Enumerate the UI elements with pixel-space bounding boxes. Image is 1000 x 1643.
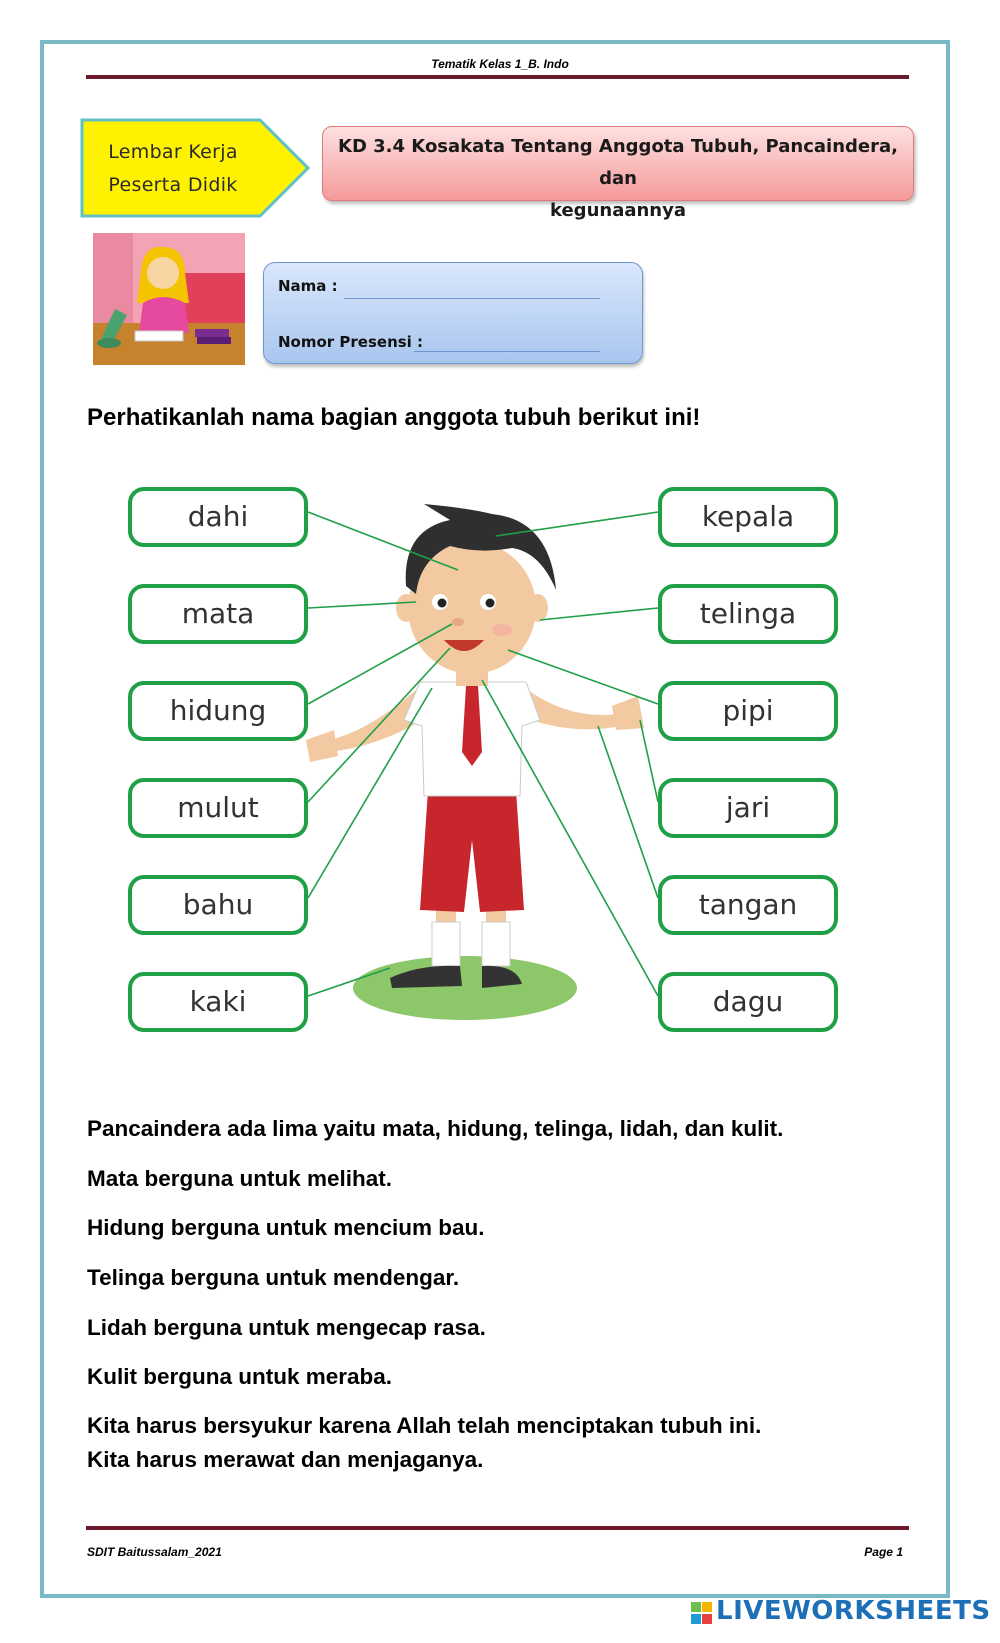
kd-title-line-2: kegunaannya <box>549 200 686 221</box>
label-mulut[interactable]: mulut <box>128 778 308 838</box>
label-mata[interactable]: mata <box>128 584 308 644</box>
badge-line-2: Peserta Didik <box>108 174 238 196</box>
label-kepala[interactable]: kepala <box>658 487 838 547</box>
page-header-title: Tematik Kelas 1_B. Indo <box>431 57 569 71</box>
paragraph-lidah: Lidah berguna untuk mengecap rasa. <box>87 1315 486 1340</box>
worksheet-badge <box>80 118 312 218</box>
header-rule <box>86 75 909 79</box>
badge-line-1: Lembar Kerja <box>108 141 238 163</box>
name-label: Nama : <box>278 277 338 295</box>
paragraph-telinga: Telinga berguna untuk mendengar. <box>87 1265 460 1290</box>
kd-title-line-1: KD 3.4 Kosakata Tentang Anggota Tubuh, Pancaindera, dan <box>338 136 898 189</box>
paragraph-bersyukur: Kita harus bersyukur karena Allah telah menciptakan tubuh ini. <box>87 1413 762 1438</box>
student-info-box <box>263 262 643 364</box>
body-parts-diagram <box>120 490 880 1080</box>
paragraph-hidung: Hidung berguna untuk mencium bau. <box>87 1215 485 1240</box>
footer-school: SDIT Baitussalam_2021 <box>87 1545 222 1559</box>
label-bahu[interactable]: bahu <box>128 875 308 935</box>
label-telinga[interactable]: telinga <box>658 584 838 644</box>
paragraph-mata: Mata berguna untuk melihat. <box>87 1166 393 1191</box>
label-hidung[interactable]: hidung <box>128 681 308 741</box>
label-dahi[interactable]: dahi <box>128 487 308 547</box>
footer-rule <box>86 1526 909 1530</box>
instruction-text: Perhatikanlah nama bagian anggota tubuh berikut ini! <box>87 404 701 431</box>
liveworksheets-logo-icon <box>691 1596 713 1630</box>
label-dagu[interactable]: dagu <box>658 972 838 1032</box>
label-pipi[interactable]: pipi <box>658 681 838 741</box>
paragraph-kulit: Kulit berguna untuk meraba. <box>87 1364 393 1389</box>
student-reading-illustration <box>93 233 245 365</box>
liveworksheets-watermark: LIVEWORKSHEETS <box>716 1596 991 1626</box>
footer-page-number: Page 1 <box>864 1545 903 1559</box>
paragraph-pancaindera: Pancaindera ada lima yaitu mata, hidung, telinga, lidah, dan kulit. <box>87 1116 784 1141</box>
name-input-line[interactable] <box>344 298 600 299</box>
attendance-number-input-line[interactable] <box>414 351 600 352</box>
paragraph-merawat: Kita harus merawat dan menjaganya. <box>87 1447 484 1472</box>
attendance-number-label: Nomor Presensi : <box>278 333 424 351</box>
label-tangan[interactable]: tangan <box>658 875 838 935</box>
label-jari[interactable]: jari <box>658 778 838 838</box>
kd-title-box <box>322 126 914 221</box>
label-kaki[interactable]: kaki <box>128 972 308 1032</box>
